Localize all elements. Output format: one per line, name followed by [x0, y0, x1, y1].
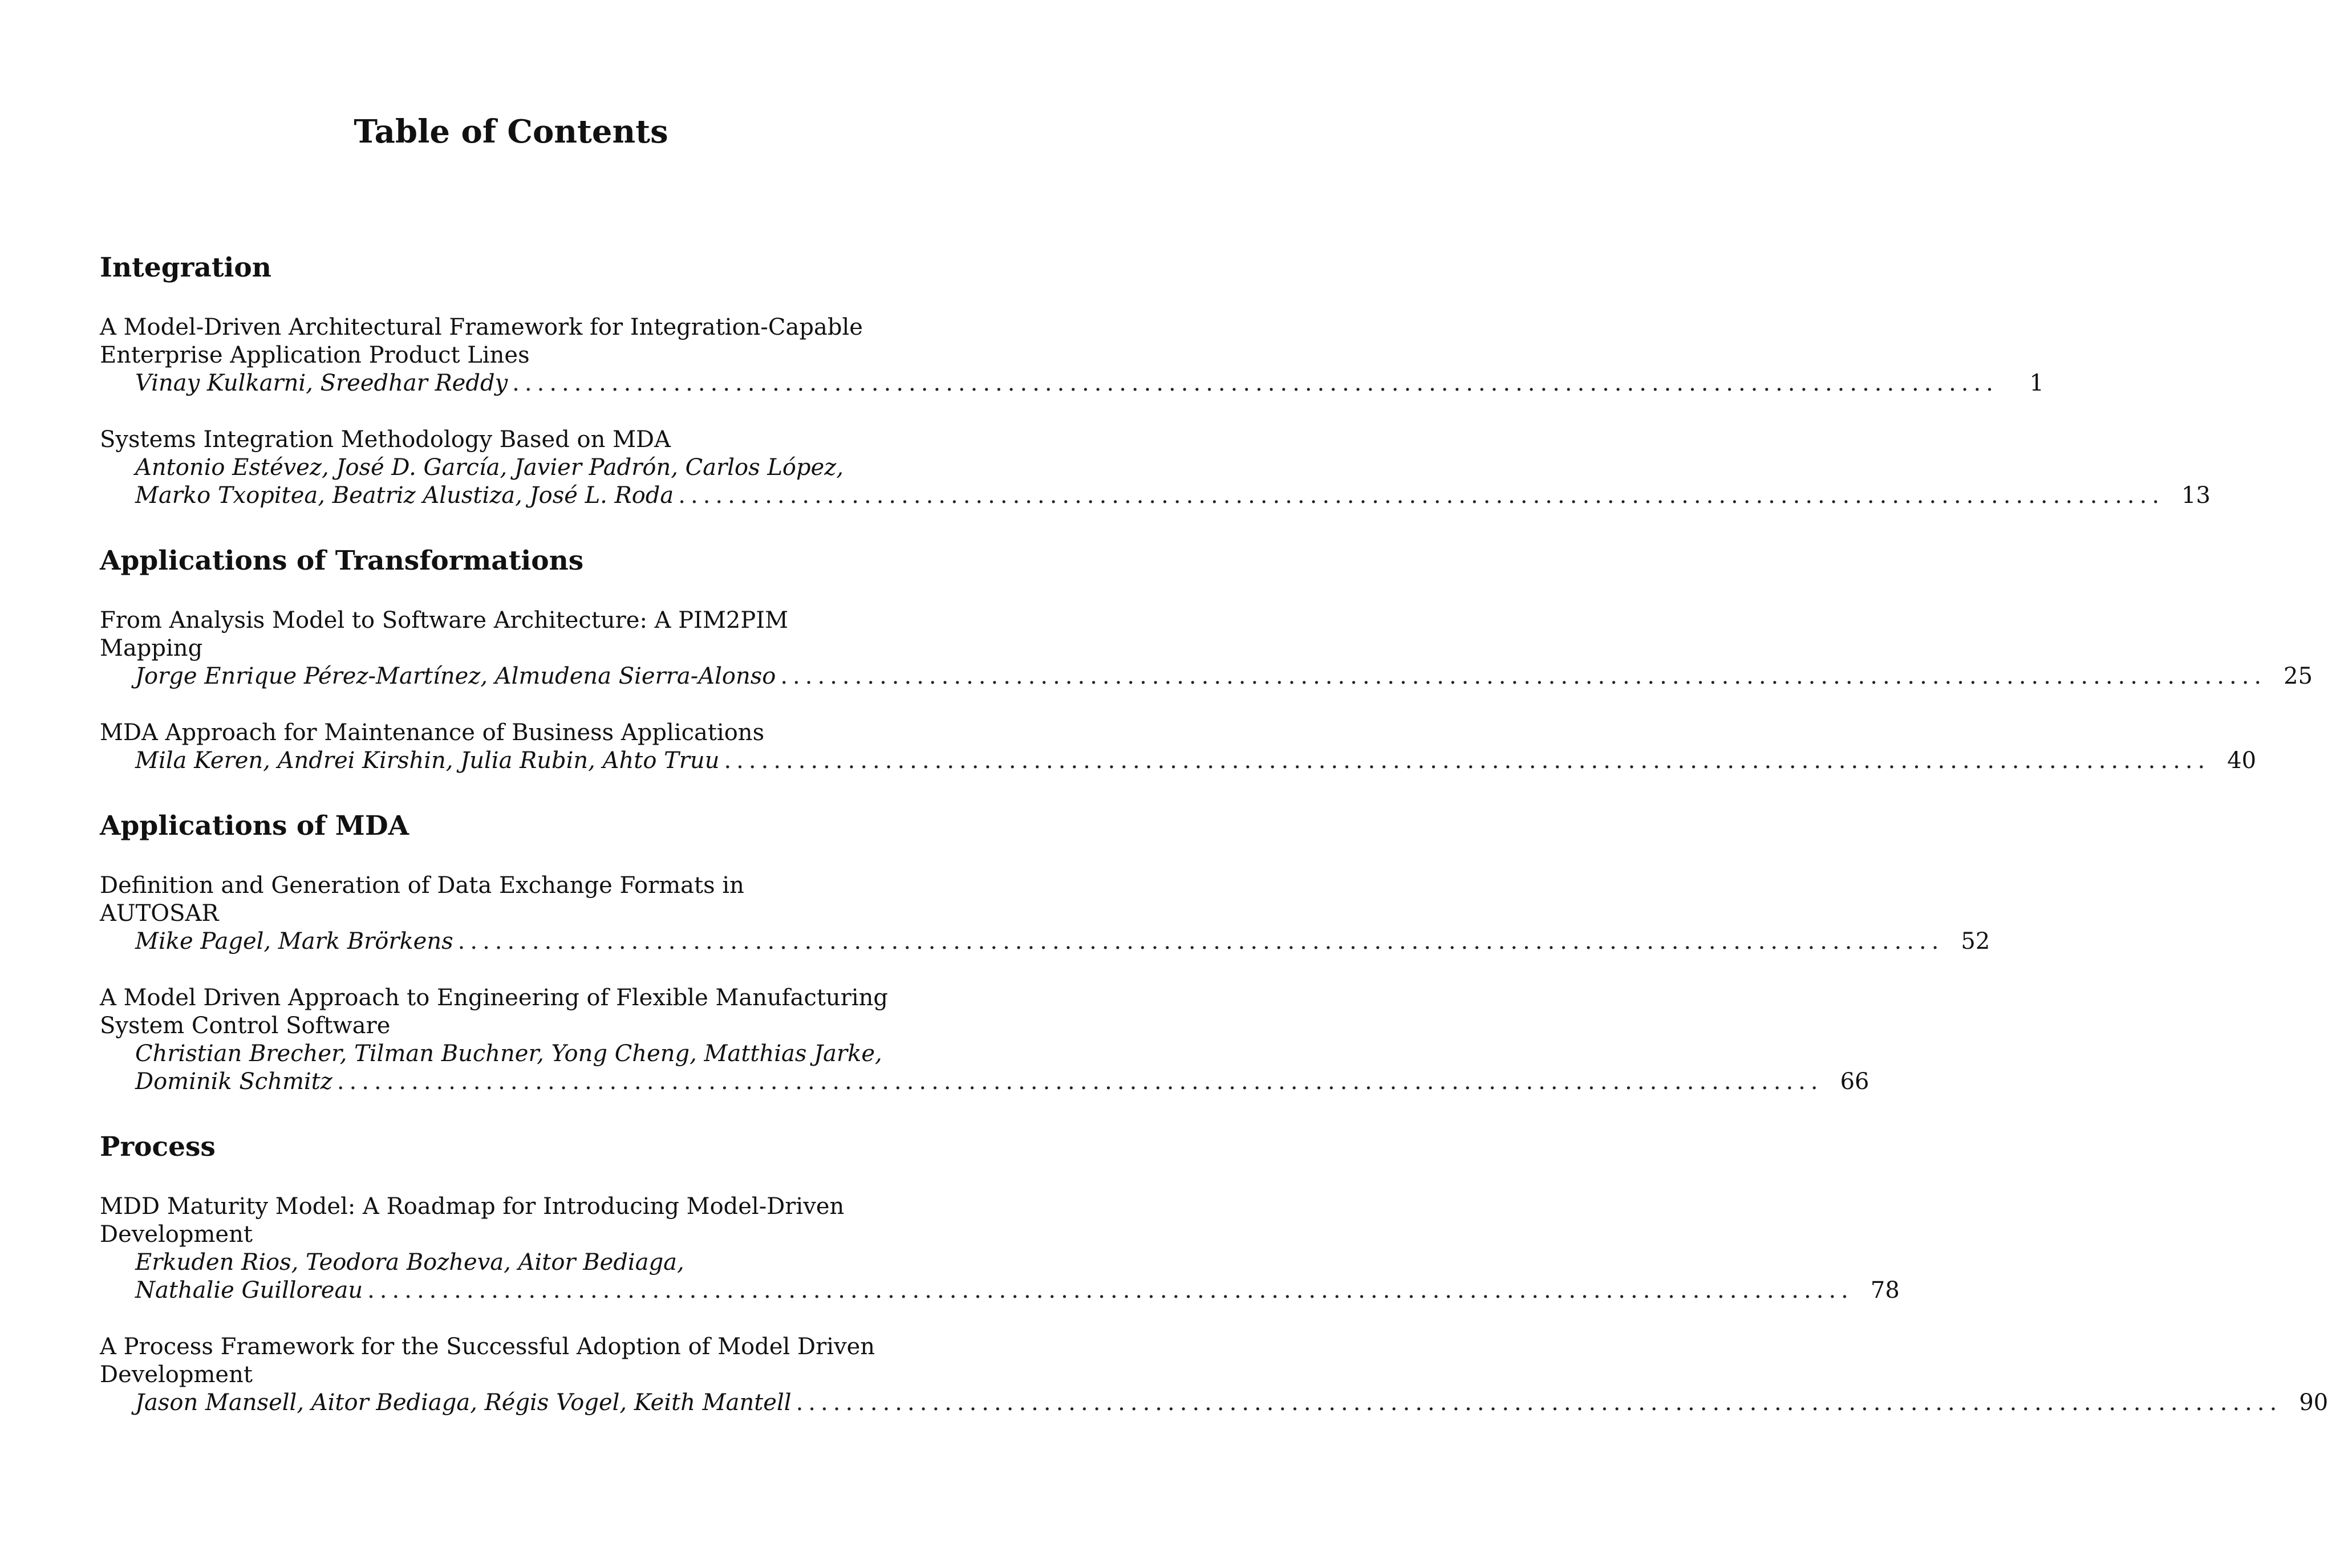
toc-entry[interactable] — [100, 607, 2313, 690]
entry-authors-row — [100, 1068, 1869, 1096]
entry-authors-row — [100, 1277, 1900, 1305]
toc-entry[interactable] — [100, 1193, 1900, 1305]
toc-entry[interactable] — [100, 314, 2044, 397]
entry-title-line: System Control Software — [100, 1013, 391, 1039]
entry-title-line: Development — [100, 1221, 253, 1248]
entry-authors-row — [100, 663, 2313, 690]
dot-leader: ........................................................................................................................ — [336, 1069, 1823, 1095]
toc-entry[interactable] — [100, 872, 1990, 956]
section-heading: Applications of Transformations — [100, 545, 584, 576]
entry-title-line: Systems Integration Methodology Based on MDA — [100, 426, 671, 453]
entry-authors-line: Christian Brecher, Tilman Buchner, Yong Cheng, Matthias Jarke, — [135, 1041, 882, 1067]
section-heading: Integration — [100, 252, 271, 283]
entry-title-line: AUTOSAR — [100, 900, 219, 927]
section-heading: Process — [100, 1131, 216, 1163]
toc-section — [100, 251, 2211, 510]
entry-title-line: Mapping — [100, 635, 203, 661]
entry-authors-row — [100, 928, 1990, 956]
entry-authors-row — [100, 369, 2044, 397]
dot-leader: ........................................................................................................................ — [367, 1277, 1854, 1303]
section-heading: Applications of MDA — [100, 810, 409, 842]
dot-leader: ........................................................................................................................ — [678, 482, 2165, 509]
entry-title-line: A Model-Driven Architectural Framework for Integration-Capable — [100, 314, 863, 340]
entry-title-line: Enterprise Application Product Lines — [100, 342, 530, 368]
entry-title-line: A Model Driven Approach to Engineering of Flexible Manufacturing — [100, 985, 888, 1011]
toc-entry[interactable] — [100, 719, 2257, 775]
section-entries — [100, 1193, 2328, 1417]
dot-leader: ........................................................................................................................ — [780, 663, 2267, 689]
toc-section — [100, 544, 2313, 775]
entry-page-number: 78 — [1870, 1277, 1900, 1303]
entry-authors-line: Mila Keren, Andrei Kirshin, Julia Rubin, Ahto Truu — [135, 748, 720, 774]
dot-leader: ........................................................................................................................ — [796, 1390, 2282, 1416]
section-entries — [100, 314, 2211, 510]
section-entries — [100, 607, 2313, 775]
dot-leader: ........................................................................................................................ — [457, 928, 1944, 954]
section-entries — [100, 872, 1990, 1096]
entry-authors-line: Vinay Kulkarni, Sreedhar Reddy — [135, 370, 508, 396]
entry-authors-line: Marko Txopitea, Beatriz Alustiza, José L. Roda — [135, 482, 674, 509]
entry-authors-line: Antonio Estévez, José D. García, Javier Padrón, Carlos López, — [135, 454, 844, 481]
entry-title-line: From Analysis Model to Software Architecture: A PIM2PIM — [100, 607, 789, 633]
entry-title-line: A Process Framework for the Successful Adoption of Model Driven — [100, 1334, 875, 1360]
entry-authors-line: Dominik Schmitz — [135, 1069, 332, 1095]
toc-entry[interactable] — [100, 984, 1869, 1096]
toc-entry[interactable] — [100, 1333, 2328, 1417]
page-title: Table of Contents — [354, 113, 668, 151]
entry-page-number: 66 — [1840, 1069, 1869, 1095]
dot-leader: ........................................................................................................................ — [724, 748, 2211, 774]
entry-page-number: 1 — [2029, 370, 2044, 396]
entry-page-number: 25 — [2284, 663, 2313, 689]
entry-authors-line: Nathalie Guilloreau — [135, 1277, 363, 1303]
toc-entry[interactable] — [100, 426, 2211, 510]
entry-page-number: 52 — [1961, 928, 1990, 954]
entry-authors-line: Mike Pagel, Mark Brörkens — [135, 928, 453, 954]
dot-leader: ........................................................................................................................ — [512, 370, 1998, 396]
toc-section — [100, 809, 1990, 1096]
toc-list — [100, 251, 2328, 1417]
entry-title-line: Development — [100, 1362, 253, 1388]
entry-title-line: MDA Approach for Maintenance of Business Applications — [100, 720, 765, 746]
entry-page-number: 90 — [2299, 1390, 2328, 1416]
entry-authors-row — [100, 1389, 2328, 1417]
entry-title-line: Definition and Generation of Data Exchange Formats in — [100, 872, 744, 899]
entry-title-line: MDD Maturity Model: A Roadmap for Introducing Model-Driven — [100, 1193, 845, 1220]
entry-authors-row — [100, 482, 2211, 510]
toc-section — [100, 1130, 2328, 1417]
entry-page-number: 40 — [2227, 748, 2257, 774]
entry-authors-line: Erkuden Rios, Teodora Bozheva, Aitor Bediaga, — [135, 1249, 684, 1275]
entry-page-number: 13 — [2181, 482, 2211, 509]
entry-authors-line: Jason Mansell, Aitor Bediaga, Régis Vogel, Keith Mantell — [135, 1390, 792, 1416]
entry-authors-row — [100, 747, 2257, 775]
entry-authors-line: Jorge Enrique Pérez-Martínez, Almudena Sierra-Alonso — [135, 663, 776, 689]
